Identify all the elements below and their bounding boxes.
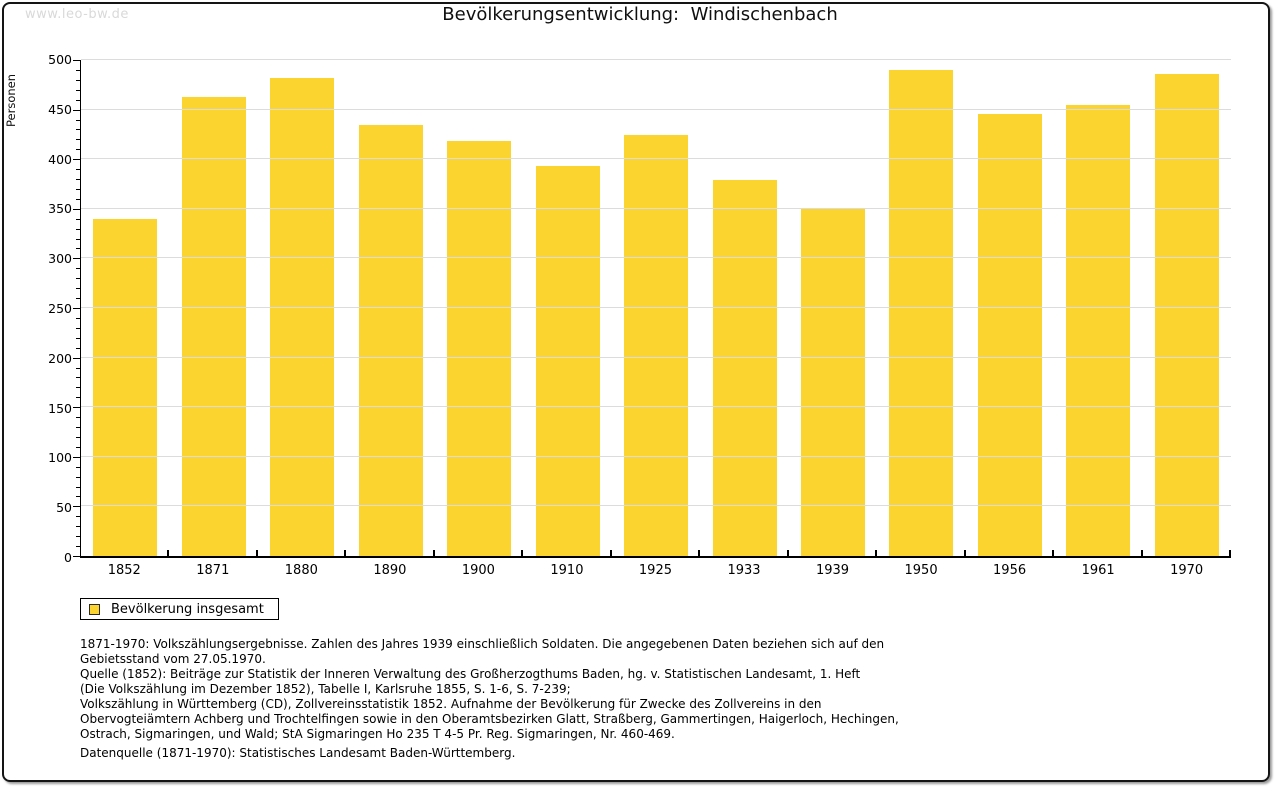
y-minor-tick (76, 189, 81, 190)
bar-cell (346, 60, 434, 556)
y-minor-tick (76, 248, 81, 249)
x-boundary-tick (964, 550, 966, 556)
x-tick-label: 1910 (550, 563, 584, 578)
x-tick-label: 1970 (1170, 563, 1204, 578)
x-boundary-tick (787, 550, 789, 556)
bar-cell (789, 60, 877, 556)
y-minor-tick (76, 496, 81, 497)
y-minor-tick (76, 129, 81, 130)
y-minor-tick (76, 546, 81, 547)
y-major-tick (73, 110, 81, 111)
bar-1925 (624, 135, 688, 556)
y-minor-tick (76, 377, 81, 378)
x-boundary-tick (1052, 550, 1054, 556)
y-minor-tick (76, 80, 81, 81)
y-major-tick (73, 308, 81, 309)
source-note-line: 1871-1970: Volkszählungsergebnisse. Zahlen des Jahres 1939 einschließlich Soldaten. Die angegebenen Daten beziehen sich auf den (80, 637, 885, 651)
y-tick-label: 250 (48, 301, 72, 316)
x-boundary-tick (521, 550, 523, 556)
source-note-line: Quelle (1852): Beiträge zur Statistik der Inneren Verwaltung des Großherzogthums Baden, hg. v. Statistischen Landesamt, 1. Heft (80, 667, 861, 681)
y-minor-tick (76, 239, 81, 240)
y-major-tick (73, 358, 81, 359)
source-note-line: Volkszählung in Württemberg (CD), Zollvereinsstatistik 1852. Aufnahme der Bevölkerung für Zwecke des Zollvereins in den (80, 697, 822, 711)
gridline (81, 357, 1231, 358)
y-minor-tick (76, 516, 81, 517)
bar-cell (1054, 60, 1142, 556)
y-tick-label: 200 (48, 350, 72, 366)
x-tick-label: 1925 (638, 563, 672, 578)
x-boundary-tick (433, 550, 435, 556)
x-tick-label: 1890 (373, 563, 407, 578)
bar-cell (258, 60, 346, 556)
plot-area (80, 60, 1231, 558)
bar-1880 (270, 78, 334, 556)
source-note-line: (Die Volkszählung im Dezember 1852), Tabelle I, Karlsruhe 1855, S. 1-6, S. 7-239; (80, 682, 571, 696)
y-tick-label: 500 (48, 52, 72, 67)
y-major-tick (73, 258, 81, 259)
x-boundary-tick (1229, 550, 1231, 556)
x-tick-label: 1900 (461, 563, 495, 578)
y-minor-tick (76, 268, 81, 269)
x-boundary-tick (610, 550, 612, 556)
x-tick-label: 1880 (284, 563, 318, 578)
bar-cell (169, 60, 257, 556)
gridline (81, 158, 1231, 159)
gridline (81, 257, 1231, 258)
y-minor-tick (76, 348, 81, 349)
source-note-line: Ostrach, Sigmaringen, und Wald; StA Sigmaringen Ho 235 T 4-5 Pr. Reg. Sigmaringen, Nr. 460-469. (80, 727, 675, 741)
y-minor-tick (76, 467, 81, 468)
y-tick-label: 450 (48, 101, 72, 117)
y-minor-tick (76, 447, 81, 448)
y-minor-tick (76, 229, 81, 230)
legend (80, 598, 279, 620)
source-notes (80, 637, 1200, 761)
y-minor-tick (76, 288, 81, 289)
x-boundary-tick (698, 550, 700, 556)
bar-cell (966, 60, 1054, 556)
x-tick-label: 1939 (815, 563, 850, 578)
y-tick-label: 300 (48, 251, 72, 267)
y-major-tick (73, 457, 81, 458)
gridline (81, 208, 1231, 209)
x-tick-label: 1950 (904, 563, 938, 578)
y-minor-tick (76, 437, 81, 438)
y-minor-tick (76, 536, 81, 537)
gridline (81, 406, 1231, 407)
y-minor-tick (76, 278, 81, 279)
x-boundary-tick (875, 550, 877, 556)
bar-cell (877, 60, 965, 556)
y-major-tick (73, 209, 81, 210)
y-tick-label: 400 (48, 151, 72, 167)
bar-1933 (713, 180, 777, 556)
y-axis-title: Personen (4, 73, 18, 127)
y-major-tick (73, 60, 81, 61)
x-tick-label: 1852 (107, 563, 141, 578)
x-tick-label: 1871 (196, 563, 230, 578)
bar-cell (81, 60, 169, 556)
y-minor-tick (76, 397, 81, 398)
y-minor-tick (76, 100, 81, 101)
source-note-line: Obervogteiämtern Achberg und Trochtelfingen sowie in den Oberamtsbezirken Glatt, Straßberg, Gammertingen, Haigerloch, Hechingen, (80, 712, 899, 726)
y-minor-tick (76, 477, 81, 478)
legend-label: Bevölkerung insgesamt (111, 601, 264, 617)
bar-1970 (1155, 74, 1219, 556)
y-minor-tick (76, 169, 81, 170)
y-minor-tick (76, 219, 81, 220)
y-minor-tick (76, 526, 81, 527)
chart-title: Bevölkerungsentwicklung: Windischenbach (442, 4, 838, 25)
x-boundary-tick (256, 550, 258, 556)
bar-1961 (1066, 105, 1130, 556)
bars-container (81, 60, 1231, 556)
bar-1910 (536, 166, 600, 556)
watermark-url: www.leo-bw.de (25, 7, 129, 22)
y-axis-tick-labels (30, 52, 72, 565)
bar-1950 (889, 70, 953, 556)
gridline (81, 456, 1231, 457)
y-minor-tick (76, 368, 81, 369)
y-tick-label: 0 (64, 550, 72, 565)
x-boundary-tick (167, 550, 169, 556)
bar-cell (1143, 60, 1231, 556)
y-minor-tick (76, 139, 81, 140)
gridline (81, 307, 1231, 308)
y-major-tick (73, 556, 81, 557)
bar-1890 (359, 125, 423, 556)
x-axis-tick-labels (80, 563, 1231, 578)
bar-1871 (182, 97, 246, 556)
gridline (81, 505, 1231, 506)
x-tick-label: 1961 (1081, 563, 1115, 578)
y-tick-label: 50 (56, 500, 72, 516)
y-major-tick (73, 159, 81, 160)
y-minor-tick (76, 417, 81, 418)
source-note-line: Datenquelle (1871-1970): Statistisches Landesamt Baden-Württemberg. (80, 746, 516, 760)
y-minor-tick (76, 90, 81, 91)
y-minor-tick (76, 338, 81, 339)
bar-1956 (978, 114, 1042, 556)
x-boundary-tick (1141, 550, 1143, 556)
y-minor-tick (76, 427, 81, 428)
y-minor-tick (76, 318, 81, 319)
y-minor-tick (76, 328, 81, 329)
y-major-tick (73, 506, 81, 507)
x-tick-label: 1956 (993, 563, 1027, 578)
y-tick-label: 100 (48, 450, 72, 466)
bar-1900 (447, 141, 511, 556)
y-minor-tick (76, 387, 81, 388)
y-minor-tick (76, 120, 81, 121)
y-tick-label: 150 (48, 400, 72, 416)
source-note-line: Gebietsstand vom 27.05.1970. (80, 652, 266, 666)
gridline (81, 109, 1231, 110)
bar-cell (700, 60, 788, 556)
y-minor-tick (76, 149, 81, 150)
y-major-tick (73, 407, 81, 408)
legend-color-swatch-icon (89, 604, 100, 615)
y-minor-tick (76, 70, 81, 71)
bar-1939 (801, 209, 865, 556)
bar-cell (435, 60, 523, 556)
x-boundary-tick (344, 550, 346, 556)
y-minor-tick (76, 298, 81, 299)
y-tick-label: 350 (48, 201, 72, 217)
bar-cell (612, 60, 700, 556)
bar-cell (523, 60, 611, 556)
x-tick-label: 1933 (727, 563, 761, 578)
y-minor-tick (76, 199, 81, 200)
y-minor-tick (76, 487, 81, 488)
gridline (81, 59, 1231, 60)
y-minor-tick (76, 179, 81, 180)
